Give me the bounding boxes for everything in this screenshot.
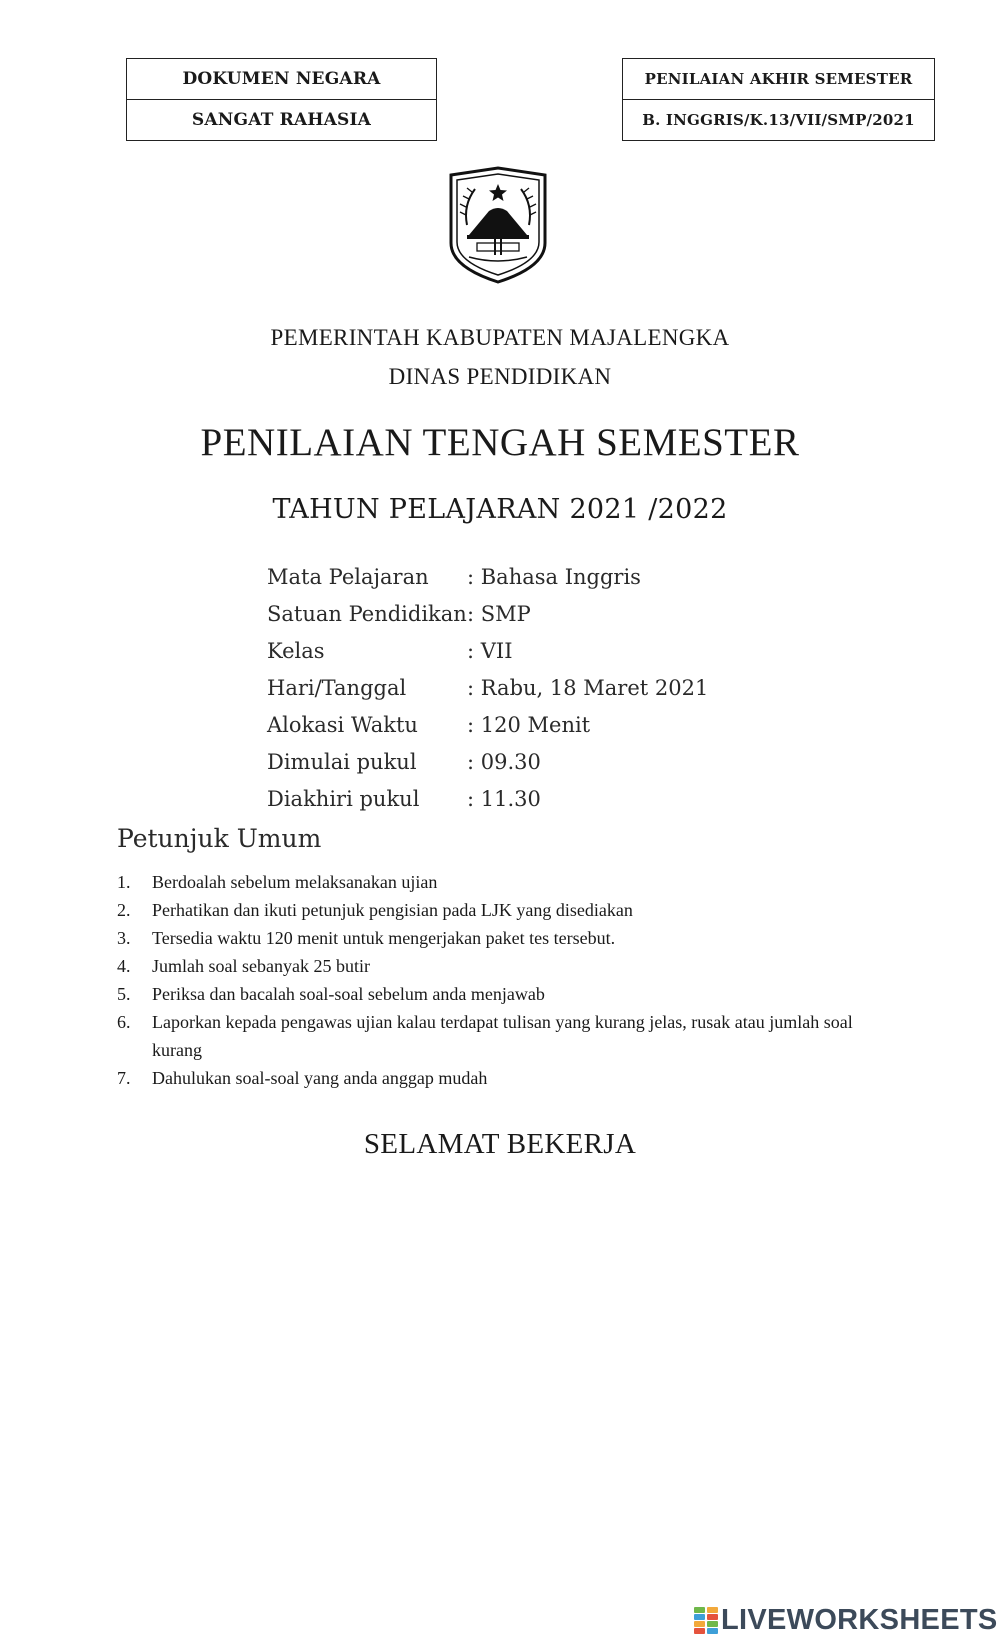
- info-label: Mata Pelajaran: [267, 564, 429, 589]
- info-label: Alokasi Waktu: [267, 712, 418, 737]
- info-row: [267, 595, 787, 632]
- info-value: : SMP: [467, 601, 531, 626]
- instruction-number: 4.: [117, 956, 131, 976]
- classification-box: [126, 58, 437, 141]
- instruction-item: [117, 952, 897, 980]
- instruction-item: [117, 896, 897, 924]
- instruction-item: [117, 924, 897, 952]
- info-value: : Rabu, 18 Maret 2021: [467, 675, 709, 700]
- info-row: [267, 706, 787, 743]
- instruction-item: [117, 1064, 897, 1092]
- exam-code-box: [622, 58, 935, 141]
- info-value: : 11.30: [467, 786, 541, 811]
- info-row: [267, 632, 787, 669]
- info-value: : Bahasa Inggris: [467, 564, 641, 589]
- instruction-number: 6.: [117, 1012, 131, 1032]
- instruction-text: Jumlah soal sebanyak 25 butir: [152, 956, 370, 976]
- exam-title: PENILAIAN TENGAH SEMESTER: [200, 421, 800, 464]
- liveworksheets-logo-icon: [694, 1607, 718, 1635]
- regency-emblem-icon: [445, 165, 551, 285]
- instruction-item: [117, 1008, 897, 1064]
- instruction-text: Berdoalah sebelum melaksanakan ujian: [152, 872, 438, 892]
- government-name: PEMERINTAH KABUPATEN MAJALENGKA: [270, 325, 730, 350]
- instruction-item: [117, 868, 897, 896]
- department-name: DINAS PENDIDIKAN: [388, 364, 612, 389]
- info-label: Hari/Tanggal: [267, 675, 407, 700]
- closing-message: SELAMAT BEKERJA: [363, 1128, 637, 1160]
- instruction-number: 1.: [117, 872, 131, 892]
- instruction-text: Periksa dan bacalah soal-soal sebelum anda menjawab: [152, 984, 545, 1004]
- info-row: [267, 669, 787, 706]
- info-value: : 120 Menit: [467, 712, 591, 737]
- instruction-number: 7.: [117, 1068, 131, 1088]
- instructions-heading: Petunjuk Umum: [117, 824, 322, 853]
- info-label: Diakhiri pukul: [267, 786, 420, 811]
- instruction-number: 3.: [117, 928, 131, 948]
- watermark-text: LIVEWORKSHEETS: [721, 1604, 998, 1636]
- info-row: [267, 780, 787, 817]
- info-row: [267, 743, 787, 780]
- instruction-number: 5.: [117, 984, 131, 1004]
- exam-info-table: [267, 558, 787, 817]
- classification-top: DOKUMEN NEGARA: [182, 69, 381, 89]
- info-label: Kelas: [267, 638, 325, 663]
- exam-code-top: PENILAIAN AKHIR SEMESTER: [644, 70, 913, 88]
- info-value: : 09.30: [467, 749, 541, 774]
- instruction-text: Laporkan kepada pengawas ujian kalau terdapat tulisan yang kurang jelas, rusak atau jumlah soal kurang: [152, 1012, 853, 1060]
- instructions-list: [117, 868, 897, 1092]
- liveworksheets-watermark[interactable]: [694, 1604, 998, 1637]
- exam-code-bottom: B. INGGRIS/K.13/VII/SMP/2021: [623, 99, 934, 140]
- classification-bottom: SANGAT RAHASIA: [127, 99, 436, 140]
- instruction-text: Perhatikan dan ikuti petunjuk pengisian pada LJK yang disediakan: [152, 900, 633, 920]
- info-label: Satuan Pendidikan: [267, 601, 467, 626]
- info-row: [267, 558, 787, 595]
- academic-year: TAHUN PELAJARAN 2021 /2022: [272, 494, 728, 525]
- instruction-text: Tersedia waktu 120 menit untuk mengerjakan paket tes tersebut.: [152, 928, 616, 948]
- info-value: : VII: [467, 638, 513, 663]
- instruction-item: [117, 980, 897, 1008]
- instruction-number: 2.: [117, 900, 131, 920]
- instruction-text: Dahulukan soal-soal yang anda anggap mudah: [152, 1068, 488, 1088]
- info-label: Dimulai pukul: [267, 749, 417, 774]
